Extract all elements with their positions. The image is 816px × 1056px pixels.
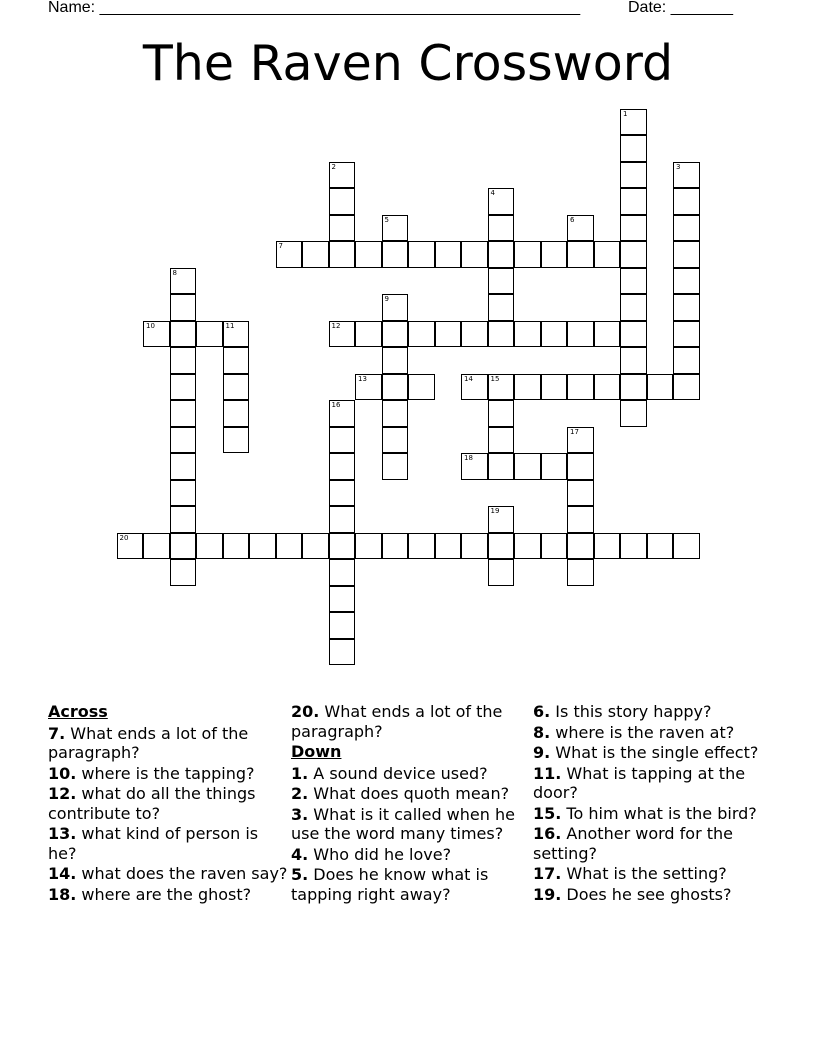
crossword-cell[interactable]: [170, 427, 197, 454]
clue-text: What does quoth mean?: [308, 784, 510, 803]
crossword-cell[interactable]: [382, 241, 409, 268]
crossword-cell[interactable]: [514, 321, 541, 348]
crossword-cell[interactable]: [620, 135, 647, 162]
clue-text: Does he know what is tapping right away?: [291, 865, 489, 904]
cell-number: 14: [464, 374, 473, 383]
crossword-cell[interactable]: [488, 188, 515, 215]
clue-number: 4.: [291, 844, 309, 864]
cell-number: 10: [146, 321, 155, 330]
clue-number: 12.: [48, 784, 77, 803]
crossword-cell[interactable]: [514, 241, 541, 268]
clue-text: What is tapping at the door?: [533, 763, 746, 802]
crossword-cell[interactable]: [329, 215, 356, 242]
down-clue: [291, 805, 531, 844]
crossword-cell[interactable]: [170, 294, 197, 321]
clue-text: what do all the things contribute to?: [48, 784, 256, 823]
crossword-cell[interactable]: [541, 453, 568, 480]
across-clue-list: [48, 724, 288, 905]
crossword-cell[interactable]: [408, 321, 435, 348]
crossword-cell[interactable]: [673, 321, 700, 348]
cell-number: 20: [119, 533, 129, 542]
crossword-cell[interactable]: [673, 268, 700, 295]
crossword-cell[interactable]: [170, 533, 197, 560]
clue-number: 11.: [533, 763, 562, 783]
clue-number: 2.: [291, 784, 309, 803]
crossword-cell[interactable]: [329, 188, 356, 215]
clue-number: 16.: [533, 824, 562, 843]
crossword-cell[interactable]: [461, 533, 488, 560]
clue-number: 20.: [291, 702, 320, 721]
crossword-cell[interactable]: [620, 268, 647, 295]
crossword-cell[interactable]: [382, 427, 409, 454]
clue-number: 18.: [48, 884, 77, 904]
down-clue: [291, 865, 531, 904]
crossword-cell[interactable]: [143, 533, 170, 560]
crossword-cell[interactable]: [567, 321, 594, 348]
clue-number: 7.: [48, 723, 66, 743]
clue-text: Who did he love?: [308, 844, 452, 864]
crossword-cell[interactable]: [435, 241, 462, 268]
crossword-cell[interactable]: [541, 321, 568, 348]
crossword-cell[interactable]: [620, 241, 647, 268]
crossword-cell[interactable]: [382, 321, 409, 348]
cell-number: 11: [225, 321, 235, 330]
down-clue: [533, 702, 773, 722]
crossword-cell[interactable]: [170, 268, 197, 295]
down-clue: [533, 864, 773, 884]
crossword-cell[interactable]: [461, 321, 488, 348]
crossword-cell[interactable]: [170, 400, 197, 427]
crossword-cell[interactable]: [673, 533, 700, 560]
crossword-cell[interactable]: [382, 294, 409, 321]
down-clue: [291, 764, 531, 784]
down-clue: [533, 804, 773, 824]
crossword-cell[interactable]: [488, 427, 515, 454]
clue-text: Does he see ghosts?: [561, 884, 732, 904]
crossword-cell[interactable]: [329, 321, 356, 348]
cell-number: 16: [331, 401, 341, 409]
crossword-cell[interactable]: [620, 215, 647, 242]
down-clue: [533, 764, 773, 803]
crossword-cell[interactable]: [620, 162, 647, 189]
clue-text: where is the tapping?: [76, 763, 255, 783]
crossword-cell[interactable]: [620, 109, 647, 136]
crossword-cell[interactable]: [382, 400, 409, 427]
crossword-cell[interactable]: [488, 506, 515, 533]
cell-number: 4: [490, 189, 495, 197]
clue-number: 15.: [533, 803, 562, 823]
crossword-cell[interactable]: [488, 215, 515, 242]
crossword-cell[interactable]: [170, 347, 197, 374]
across-heading: Across: [48, 702, 108, 721]
crossword-cell[interactable]: [594, 241, 621, 268]
crossword-cell[interactable]: [514, 453, 541, 480]
crossword-cell[interactable]: [329, 612, 356, 639]
down-clue: [291, 845, 531, 865]
crossword-cell[interactable]: [620, 321, 647, 348]
page-title: The Raven Crossword: [142, 35, 674, 92]
clue-column-3: [533, 702, 773, 905]
across-clue: [48, 724, 288, 763]
cell-number: 7: [278, 242, 283, 250]
crossword-cell[interactable]: [329, 427, 356, 454]
down-clue: [533, 885, 773, 905]
crossword-cell[interactable]: [567, 453, 594, 480]
crossword-cell[interactable]: [567, 506, 594, 533]
crossword-cell[interactable]: [196, 533, 223, 560]
down-clue: [533, 743, 773, 763]
crossword-cell[interactable]: [541, 374, 568, 401]
crossword-cell[interactable]: [673, 215, 700, 242]
crossword-cell[interactable]: [302, 533, 329, 560]
clue-number: 1.: [291, 763, 309, 783]
crossword-cell[interactable]: [594, 321, 621, 348]
crossword-cell[interactable]: [329, 639, 356, 666]
across-clue: [48, 864, 288, 884]
across-clue: [48, 824, 288, 863]
crossword-cell[interactable]: [329, 480, 356, 507]
down-heading: Down: [291, 742, 342, 761]
crossword-cell[interactable]: [196, 321, 223, 348]
crossword-cell[interactable]: [329, 506, 356, 533]
crossword-cell[interactable]: [594, 374, 621, 401]
crossword-cell[interactable]: [355, 374, 382, 401]
clue-number: 17.: [533, 864, 562, 883]
crossword-cell[interactable]: [673, 241, 700, 268]
crossword-cell[interactable]: [382, 374, 409, 401]
clue-text: Is this story happy?: [550, 702, 712, 721]
crossword-cell[interactable]: [673, 188, 700, 215]
crossword-cell[interactable]: [673, 374, 700, 401]
crossword-cell[interactable]: [514, 533, 541, 560]
crossword-cell[interactable]: [620, 533, 647, 560]
down-clue-list: [291, 764, 531, 905]
clue-text: what kind of person is he?: [48, 824, 259, 863]
crossword-cell[interactable]: [673, 162, 700, 189]
crossword-cell[interactable]: [382, 215, 409, 242]
clue-number: 6.: [533, 702, 551, 721]
crossword-cell[interactable]: [223, 347, 250, 374]
across-clue: [48, 764, 288, 784]
crossword-cell[interactable]: [276, 241, 303, 268]
crossword-cell[interactable]: [620, 374, 647, 401]
crossword-cell[interactable]: [488, 241, 515, 268]
clue-text: where are the ghost?: [76, 884, 252, 904]
crossword-cell[interactable]: [567, 559, 594, 586]
clue-text: What ends a lot of the paragraph?: [48, 723, 249, 762]
cell-number: 5: [384, 215, 389, 224]
cell-number: 2: [331, 162, 336, 171]
crossword-cell[interactable]: [329, 400, 356, 427]
crossword-cell[interactable]: [382, 533, 409, 560]
crossword-cell[interactable]: [408, 241, 435, 268]
crossword-cell[interactable]: [488, 374, 515, 401]
crossword-cell[interactable]: [329, 453, 356, 480]
crossword-cell[interactable]: [143, 321, 170, 348]
crossword-cell[interactable]: [382, 347, 409, 374]
across-clue: [291, 702, 531, 741]
clue-number: 5.: [291, 865, 309, 884]
cell-number: 9: [384, 295, 389, 303]
crossword-cell[interactable]: [488, 559, 515, 586]
crossword-cell[interactable]: [435, 321, 462, 348]
crossword-cell[interactable]: [170, 321, 197, 348]
crossword-cell[interactable]: [249, 533, 276, 560]
crossword-cell[interactable]: [488, 321, 515, 348]
crossword-cell[interactable]: [329, 533, 356, 560]
clue-text: What is the setting?: [561, 864, 727, 883]
date-field[interactable]: Date: _______: [628, 0, 733, 16]
crossword-cell[interactable]: [117, 533, 144, 560]
clue-text: What ends a lot of the paragraph?: [291, 702, 503, 741]
crossword-cell[interactable]: [223, 321, 250, 348]
crossword-cell[interactable]: [170, 559, 197, 586]
crossword-cell[interactable]: [567, 374, 594, 401]
crossword-cell[interactable]: [382, 453, 409, 480]
clue-number: 19.: [533, 884, 562, 904]
crossword-cell[interactable]: [355, 321, 382, 348]
crossword-cell[interactable]: [541, 533, 568, 560]
clue-number: 14.: [48, 864, 77, 883]
clue-number: 3.: [291, 804, 309, 824]
crossword-cell[interactable]: [488, 400, 515, 427]
crossword-cell[interactable]: [488, 453, 515, 480]
clue-text: where is the raven at?: [550, 722, 735, 742]
crossword-cell[interactable]: [461, 241, 488, 268]
crossword-cell[interactable]: [647, 533, 674, 560]
across-clue-list-continued: [291, 702, 531, 741]
crossword-cell[interactable]: [223, 533, 250, 560]
crossword-cell[interactable]: [223, 400, 250, 427]
crossword-cell[interactable]: [461, 453, 488, 480]
cell-number: 15: [490, 374, 500, 383]
crossword-cell[interactable]: [408, 374, 435, 401]
crossword-cell[interactable]: [408, 533, 435, 560]
down-clue: [533, 824, 773, 863]
clue-number: 8.: [533, 722, 551, 742]
crossword-cell[interactable]: [302, 241, 329, 268]
clue-text: What is the single effect?: [550, 743, 759, 762]
across-clue: [48, 784, 288, 823]
crossword-cell[interactable]: [170, 453, 197, 480]
cell-number: 8: [172, 268, 177, 277]
crossword-cell[interactable]: [620, 400, 647, 427]
crossword-cell[interactable]: [329, 162, 356, 189]
clue-column-2: [291, 702, 531, 905]
crossword-cell[interactable]: [329, 559, 356, 586]
crossword-cell[interactable]: [276, 533, 303, 560]
cell-number: 18: [464, 454, 473, 462]
crossword-cell[interactable]: [541, 241, 568, 268]
crossword-cell[interactable]: [567, 533, 594, 560]
across-clue: [48, 885, 288, 905]
crossword-cell[interactable]: [567, 427, 594, 454]
clue-text: Another word for the setting?: [533, 824, 733, 863]
crossword-cell[interactable]: [514, 374, 541, 401]
crossword-cell[interactable]: [223, 374, 250, 401]
crossword-cell[interactable]: [170, 506, 197, 533]
clue-text: A sound device used?: [308, 763, 488, 783]
crossword-cell[interactable]: [673, 347, 700, 374]
crossword-cell[interactable]: [170, 374, 197, 401]
crossword-cell[interactable]: [620, 188, 647, 215]
down-clue: [291, 784, 531, 804]
crossword-cell[interactable]: [567, 215, 594, 242]
crossword-cell[interactable]: [329, 586, 356, 613]
crossword-cell[interactable]: [223, 427, 250, 454]
crossword-cell[interactable]: [435, 533, 462, 560]
cell-number: 1: [623, 109, 628, 118]
crossword-cell[interactable]: [488, 533, 515, 560]
clue-text: What is it called when he use the word many times?: [291, 804, 515, 843]
clue-text: what does the raven say?: [76, 864, 288, 883]
cell-number: 19: [490, 507, 500, 515]
cell-number: 17: [570, 427, 579, 436]
crossword-cell[interactable]: [620, 294, 647, 321]
down-clue-list-continued: [533, 702, 773, 904]
cell-number: 13: [358, 374, 367, 383]
crossword-cell[interactable]: [620, 347, 647, 374]
crossword-cell[interactable]: [461, 374, 488, 401]
crossword-cell[interactable]: [647, 374, 674, 401]
down-clue: [533, 723, 773, 743]
cell-number: 6: [570, 215, 575, 224]
cell-number: 12: [331, 321, 341, 330]
crossword-cell[interactable]: [488, 294, 515, 321]
crossword-cell[interactable]: [567, 480, 594, 507]
crossword-cell[interactable]: [594, 533, 621, 560]
crossword-cell[interactable]: [329, 241, 356, 268]
clue-text: To him what is the bird?: [561, 803, 757, 823]
cell-number: 3: [676, 162, 681, 171]
crossword-cell[interactable]: [170, 480, 197, 507]
crossword-cell[interactable]: [488, 268, 515, 295]
crossword-cell[interactable]: [355, 241, 382, 268]
crossword-cell[interactable]: [567, 241, 594, 268]
clue-number: 13.: [48, 824, 77, 843]
clue-number: 9.: [533, 743, 551, 762]
clue-column-1: [48, 702, 288, 905]
crossword-cell[interactable]: [673, 294, 700, 321]
name-field[interactable]: Name: ______________________________________________________: [48, 0, 581, 16]
clue-number: 10.: [48, 763, 77, 783]
crossword-cell[interactable]: [355, 533, 382, 560]
